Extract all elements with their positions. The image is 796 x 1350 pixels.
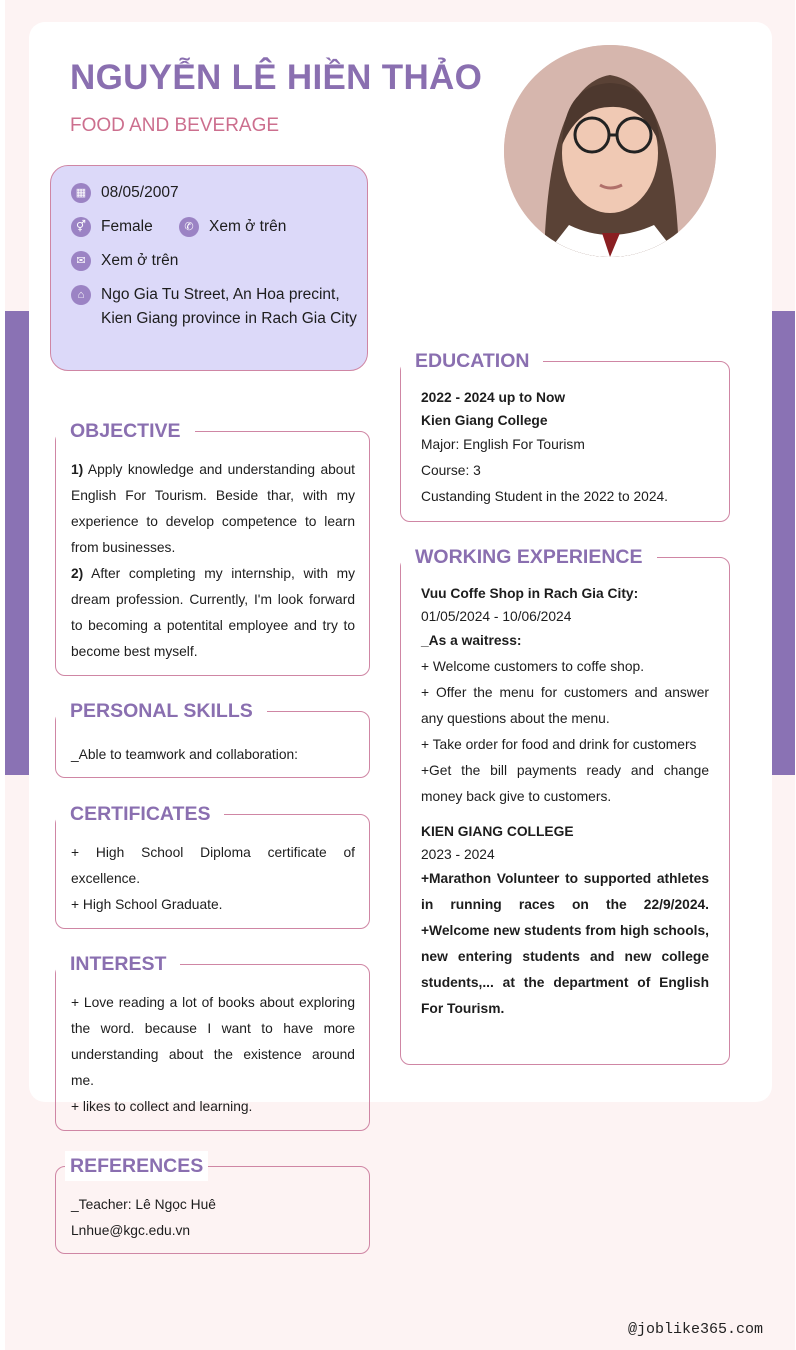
education-school-text: Kien Giang College [421, 413, 548, 428]
education-period-text: 2022 - 2024 up to Now [421, 390, 566, 405]
job1-duty-1: + Welcome customers to coffe shop. [421, 659, 645, 674]
job1-duty-3: + Take order for food and drink for customers [421, 737, 697, 752]
education-period [421, 386, 711, 409]
objective-text-1: Apply knowledge and understanding about English For Tourism. Beside thar, with my experience to develop competence to learn from businesses. [71, 462, 355, 555]
job2-place-text: KIEN GIANG COLLEGE [421, 824, 574, 839]
profile-photo [504, 45, 716, 257]
job2-period: 2023 - 2024 [421, 847, 495, 862]
interest-item-1: + Love reading a lot of books about exploring the word. because I want to have more understanding about the existence around me. [71, 995, 355, 1088]
objective-item-1 [71, 457, 355, 561]
skills-text: _Able to teamwork and collaboration: [71, 747, 299, 762]
education-major: Major: English For Tourism [421, 437, 585, 452]
address-text: Ngo Gia Tu Street, An Hoa precint, Kien Giang province in Rach Gia City [101, 286, 357, 327]
objective-body [71, 457, 355, 665]
job1-place-text: Vuu Coffe Shop in Rach Gia City: [421, 586, 639, 601]
contact-box [50, 165, 368, 371]
home-icon: ⌂ [71, 285, 91, 305]
gender-text: Female [101, 218, 153, 235]
education-title: EDUCATION [401, 349, 543, 373]
interest-body [71, 990, 355, 1120]
objective-title: OBJECTIVE [56, 419, 195, 443]
birthday-text: 08/05/2007 [101, 184, 179, 201]
interest-item-2: + likes to collect and learning. [71, 1099, 253, 1114]
email-icon: ✉ [71, 251, 91, 271]
education-school [421, 409, 711, 432]
email-text: Xem ở trên [101, 252, 179, 269]
certificate-item-1: + High School Diploma certificate of excellence. [71, 845, 355, 886]
job1-duty-4: +Get the bill payments ready and change money back give to customers. [421, 763, 709, 804]
objective-item-2 [71, 561, 355, 665]
certificates-body [71, 840, 355, 918]
job2-place [421, 820, 709, 843]
references-title: REFERENCES [65, 1151, 208, 1181]
skills-title: PERSONAL SKILLS [56, 699, 267, 723]
phone-icon: ✆ [179, 217, 199, 237]
job2-description-text: +Marathon Volunteer to supported athletes in running races on the 22/9/2024. +Welcome new students from high schools, new entering students and new college students,... at the department of English For Tourism. [421, 871, 709, 1016]
calendar-icon: ▦ [71, 183, 91, 203]
job2-description [421, 866, 709, 1022]
job1-period: 01/05/2024 - 10/06/2024 [421, 609, 572, 624]
references-body [71, 1192, 355, 1244]
gender-icon: ⚥ [71, 217, 91, 237]
phone-text: Xem ở trên [209, 218, 287, 235]
job1-duty-2: + Offer the menu for customers and answer any questions about the menu. [421, 685, 709, 726]
certificate-item-2: + High School Graduate. [71, 897, 223, 912]
certificates-title: CERTIFICATES [56, 802, 224, 826]
education-course: Course: 3 [421, 463, 481, 478]
objective-text-2: After completing my internship, with my dream profession. Currently, I'm look forward to becoming a potentital employee and try to become best myself. [71, 566, 356, 659]
experience-title: WORKING EXPERIENCE [401, 545, 657, 569]
job1-role [421, 628, 709, 654]
portrait-illustration [504, 45, 716, 257]
candidate-name: NGUYỄN LÊ HIỀN THẢO [70, 58, 483, 97]
job-title: FOOD AND BEVERAGE [70, 115, 280, 136]
interest-title: INTEREST [56, 952, 180, 976]
watermark: @joblike365.com [628, 1321, 764, 1338]
resume-page [5, 0, 795, 1350]
education-body [421, 386, 711, 510]
job1-place [421, 582, 709, 605]
reference-email: Lnhue@kgc.edu.vn [71, 1223, 191, 1238]
job1-role-text: _As a waitress: [421, 633, 522, 648]
experience-body [421, 582, 709, 1022]
objective-num-2: 2) [71, 566, 84, 581]
objective-num-1: 1) [71, 462, 84, 477]
education-note: Custanding Student in the 2022 to 2024. [421, 489, 669, 504]
reference-teacher: _Teacher: Lê Ngọc Huê [71, 1197, 216, 1212]
